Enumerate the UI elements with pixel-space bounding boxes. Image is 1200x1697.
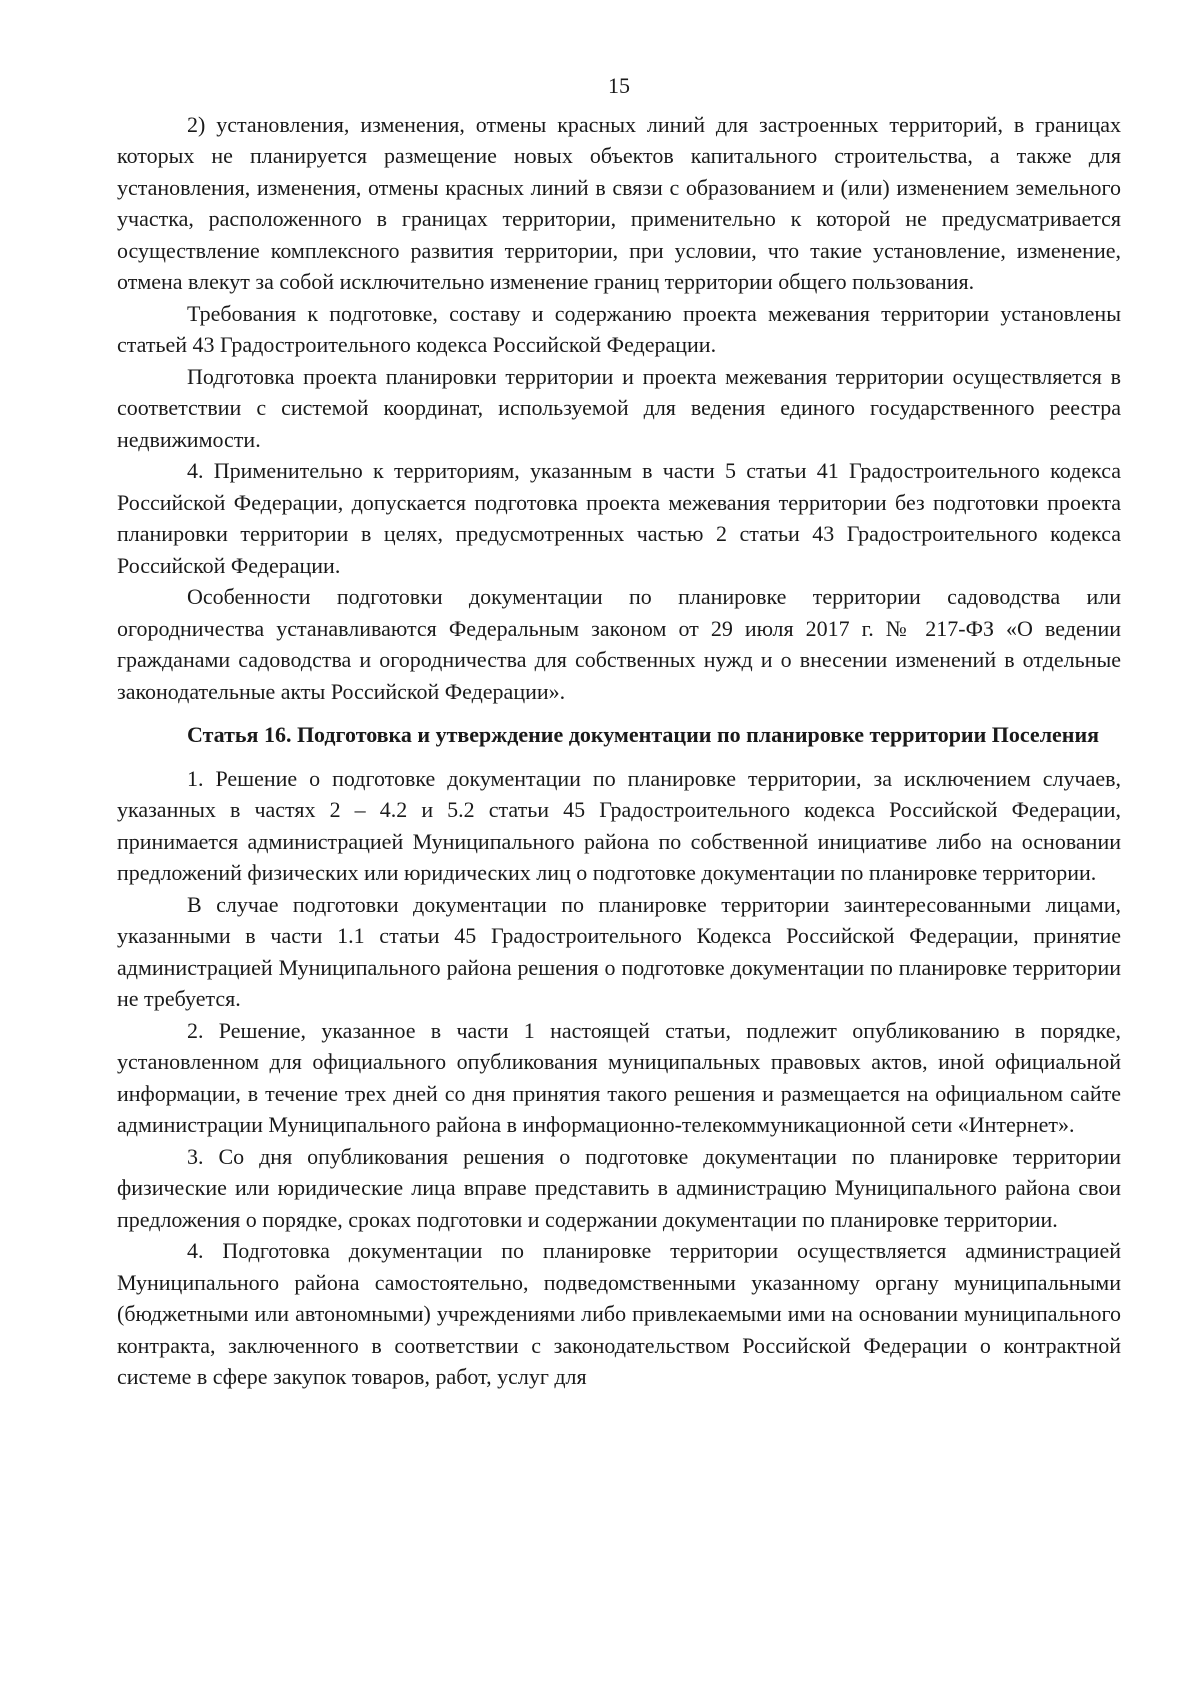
paragraph: 2. Решение, указанное в части 1 настоящей статьи, подлежит опубликованию в порядке, установленном для официального опубликования муниципальных правовых актов, иной официальной информации, в течение трех дней со дня принятия такого решения и размещается на официальном сайте администрации Муниципального района в информационно-телекоммуникационной сети «Интернет». [117,1017,1121,1137]
page-number: 15 [608,73,630,98]
paragraph: Особенности подготовки документации по планировке территории садоводства или огородничества устанавливаются Федеральным законом от 29 июля 2017 г. № 217-ФЗ «О ведении гражданами садоводства и огородничества для собственных нужд и о внесении изменений в отдельные законодательные акты Российской Федерации». [117,584,1121,704]
paragraph: 2) установления, изменения, отмены красных линий для застроенных территорий, в границах которых не планируется размещение новых объектов капитального строительства, а также для установления, изменения, отмены красных линий в связи с образованием и (или) изменением земельного участка, расположенного в границах территории, применительно к которой не предусматривается осуществление комплексного развития территории, при условии, что такие установление, изменение, отмена влекут за собой исключительно изменение границ территории общего пользования. [117,111,1121,294]
paragraph: 1. Решение о подготовке документации по планировке территории, за исключением случаев, указанных в частях 2 – 4.2 и 5.2 статьи 45 Градостроительного кодекса Российской Федерации, принимается администрацией Муниципального района по собственной инициативе либо на основании предложений физических или юридических лиц о подготовке документации по планировке территории. [117,765,1121,885]
paragraph: 3. Со дня опубликования решения о подготовке документации по планировке территории физические или юридические лица вправе представить в администрацию Муниципального района свои предложения о порядке, сроках подготовки и содержании документации по планировке территории. [117,1143,1121,1232]
paragraph: В случае подготовки документации по планировке территории заинтересованными лицами, указанными в части 1.1 статьи 45 Градостроительного Кодекса Российской Федерации, принятие администрацией Муниципального района решения о подготовке документации по планировке территории не требуется. [117,891,1121,1011]
paragraph: Подготовка проекта планировки территории и проекта межевания территории осуществляется в соответствии с системой координат, используемой для ведения единого государственного реестра недвижимости. [117,363,1121,452]
paragraph: 4. Применительно к территориям, указанным в части 5 статьи 41 Градостроительного кодекса Российской Федерации, допускается подготовка проекта межевания территории без подготовки проекта планировки территории в целях, предусмотренных частью 2 статьи 43 Градостроительного кодекса Российской Федерации. [117,458,1121,578]
document-page [117,70,1121,1393]
paragraph: Требования к подготовке, составу и содержанию проекта межевания территории установлены статьей 43 Градостроительного кодекса Российской Федерации. [117,300,1121,357]
article-heading: Статья 16. Подготовка и утверждение документации по планировке территории Поселения [187,722,1100,747]
paragraph: 4. Подготовка документации по планировке территории осуществляется администрацией Муниципального района самостоятельно, подведомственными указанному органу муниципальными (бюджетными или автономными) учреждениями либо привлекаемыми ими на основании муниципального контракта, заключенного в соответствии с законодательством Российской Федерации о контрактной системе в сфере закупок товаров, работ, услуг для [117,1238,1121,1389]
